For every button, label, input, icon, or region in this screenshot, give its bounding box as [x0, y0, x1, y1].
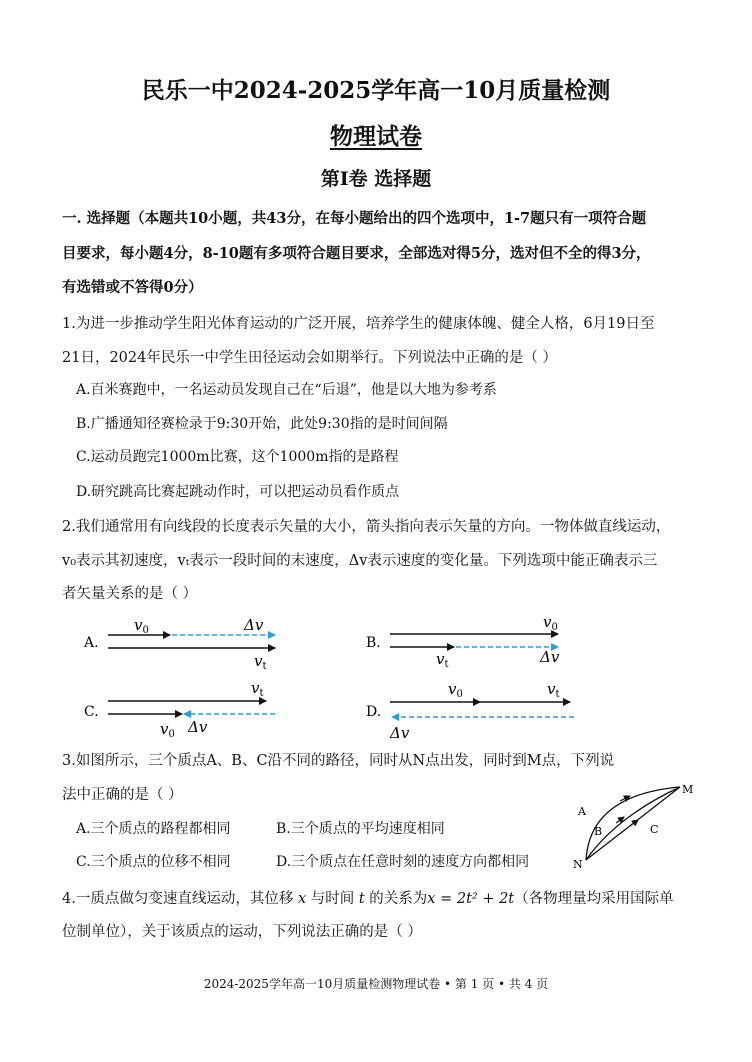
- q4-var-x: x: [297, 891, 307, 907]
- q2-d-label-vt: $v_t$: [547, 680, 560, 700]
- q2-stem-line-3: 者矢量关系的是（ ）: [62, 586, 198, 602]
- q3-option-a: A.三个质点的路程都相同: [76, 821, 231, 837]
- q4-var-t: t: [358, 891, 365, 907]
- q2-a-label-v0: $v_0$: [134, 616, 149, 636]
- q2-b-label-vt: $v_t$: [436, 650, 449, 670]
- q3-label-a: A: [578, 805, 586, 818]
- page-footer: 2024-2025学年高一10月质量检测物理试卷 • 第 1 页 • 共 4 页: [203, 977, 549, 991]
- q2-c-label-dv: Δv: [188, 718, 208, 736]
- q1-option-c: C.运动员跑完1000m比赛，这个1000m指的是路程: [76, 449, 399, 465]
- q3-label-n: N: [573, 858, 583, 871]
- exam-title: 民乐一中2024-2025学年高一10月质量检测: [141, 77, 611, 104]
- q4-text-1: 4.一质点做匀变速直线运动，其位移: [62, 891, 294, 907]
- q2-diagram-label-b: B.: [366, 635, 381, 651]
- q2-d-label-dv: Δv: [390, 724, 410, 742]
- q3-label-b: B: [594, 825, 603, 838]
- q4-stem-line-2: 位制单位），关于该质点的运动，下列说法正确的是（ ）: [62, 924, 422, 940]
- q2-stem-line-1: 2.我们通常用有向线段的长度表示矢量的大小，箭头指向表示矢量的方向。一物体做直线运动，: [62, 519, 671, 535]
- section-instruction-line-3: 有选错或不答得0分）: [62, 279, 203, 296]
- section-instruction-line-1: 一. 选择题（本题共10小题，共43分，在每小题给出的四个选项中，1-7题只有一项符合题: [62, 210, 647, 227]
- volume-heading: 第I卷 选择题: [320, 168, 432, 190]
- q2-c-label-v0: $v_0$: [160, 720, 175, 740]
- q3-option-c: C.三个质点的位移不相同: [76, 854, 231, 870]
- q3-stem-line-2: 法中正确的是（ ）: [62, 787, 183, 803]
- q4-text-3: 的关系为: [369, 891, 428, 907]
- q2-b-label-dv: Δv: [540, 648, 560, 666]
- q3-path-figure: [568, 775, 698, 875]
- q3-label-c: C: [650, 823, 659, 836]
- q1-option-a: A.百米赛跑中，一名运动员发现自己在“后退”，他是以大地为参考系: [76, 382, 497, 398]
- exam-subtitle-text: 物理试卷: [330, 123, 422, 150]
- section-instruction-line-2: 目要求，每小题4分，8-10题有多项符合题目要求，全部选对得5分，选对但不全的得3分，: [62, 245, 651, 262]
- q2-diagram-label-d: D.: [366, 704, 382, 720]
- q3-label-m: M: [682, 783, 694, 796]
- q1-stem-line-2: 21日，2024年民乐一中学生田径运动会如期举行。下列说法中正确的是（ ）: [62, 350, 557, 366]
- q1-option-d: D.研究跳高比赛起跳动作时，可以把运动员看作质点: [76, 484, 400, 500]
- exam-subtitle: [0, 118, 752, 151]
- q3-option-d: D.三个质点在任意时刻的速度方向都相同: [276, 854, 530, 870]
- q4-formula: x = 2t² + 2t: [427, 891, 515, 907]
- q4-text-2: 与时间: [310, 891, 355, 907]
- q2-stem-line-2: v₀表示其初速度，vₜ表示一段时间的末速度，Δv表示速度的变化量。下列选项中能正确表示三: [62, 553, 658, 569]
- q2-a-label-vt: $v_t$: [254, 652, 267, 672]
- q1-option-b: B.广播通知径赛检录于9:30开始，此处9:30指的是时间间隔: [76, 416, 448, 432]
- q4-stem-line-1: [62, 887, 674, 908]
- q4-text-4: （各物理量均采用国际单: [514, 891, 674, 907]
- q2-diagram-label-c: C.: [84, 704, 99, 720]
- q2-diagram-label-a: A.: [84, 635, 99, 651]
- q2-c-label-vt: $v_t$: [251, 679, 264, 699]
- q2-a-label-dv: Δv: [244, 616, 264, 634]
- q2-d-label-v0: $v_0$: [448, 680, 463, 700]
- q3-arrow-c: [630, 820, 638, 826]
- q2-b-label-v0: $v_0$: [543, 613, 558, 633]
- q3-option-b: B.三个质点的平均速度相同: [276, 821, 445, 837]
- q3-stem-line-1: 3.如图所示，三个质点A、B、C沿不同的路径，同时从N点出发，同时到M点，下列说: [62, 753, 615, 769]
- q1-stem-line-1: 1.为进一步推动学生阳光体育运动的广泛开展，培养学生的健康体魄、健全人格，6月19日至: [62, 316, 655, 332]
- q2-vector-diagrams: [70, 610, 590, 745]
